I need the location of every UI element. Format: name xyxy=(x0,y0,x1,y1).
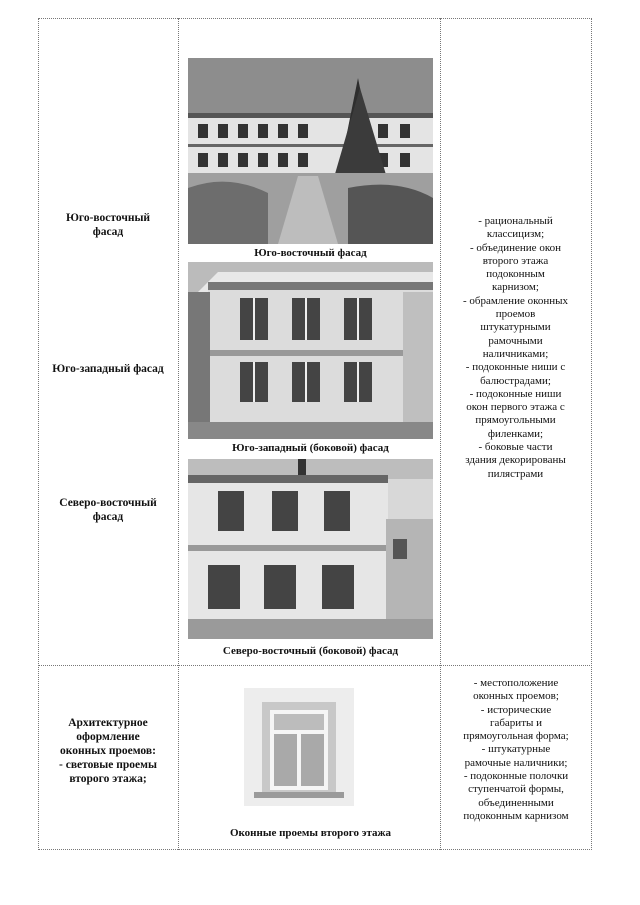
column-divider-2 xyxy=(440,18,441,850)
row2-description: - местоположение оконных проемов; - исторические габариты и прямоугольная форма; - штукатурные рамочные наличники; - подоконные полочки ступенчатой формы, объединенными подоконным карнизом xyxy=(463,677,569,822)
row-divider xyxy=(38,665,592,666)
table-border-left xyxy=(38,18,39,850)
table-border-right xyxy=(591,18,592,850)
photo-window xyxy=(244,688,354,806)
photo-southeast-facade xyxy=(188,58,433,244)
caption-window: Оконные проемы второго этажа xyxy=(229,827,392,839)
facade-table xyxy=(38,18,592,850)
caption-northeast-facade: Северо-восточный (боковой) фасад xyxy=(222,645,399,657)
caption-southwest-facade: Юго-западный (боковой) фасад xyxy=(232,442,389,454)
column-divider-1 xyxy=(178,18,179,850)
photo-southwest-facade xyxy=(188,262,433,439)
row1-description: - рациональный классицизм; - объединение окон второго этажа подоконным карнизом; - обрамление оконных проемов штукатурными рамочными наличниками; - подоконные ниши с балюстрадами; - подоконные ниши окон первого этажа с прямоугольными филенками; - боковые части здания декорированы пилястрами xyxy=(462,215,569,480)
label-southwest-facade: Юго-западный фасад xyxy=(52,363,164,375)
table-border-bottom xyxy=(38,849,592,850)
caption-southeast-facade: Юго-восточный фасад xyxy=(254,247,367,259)
photo-northeast-facade xyxy=(188,459,433,639)
label-northeast-facade: Северо-восточный фасад xyxy=(59,497,157,523)
label-window-design: Архитектурное оформление оконных проемов: - световые проемы второго этажа; xyxy=(59,717,157,785)
label-southeast-facade: Юго-восточный фасад xyxy=(65,212,151,238)
table-border-top xyxy=(38,18,592,19)
